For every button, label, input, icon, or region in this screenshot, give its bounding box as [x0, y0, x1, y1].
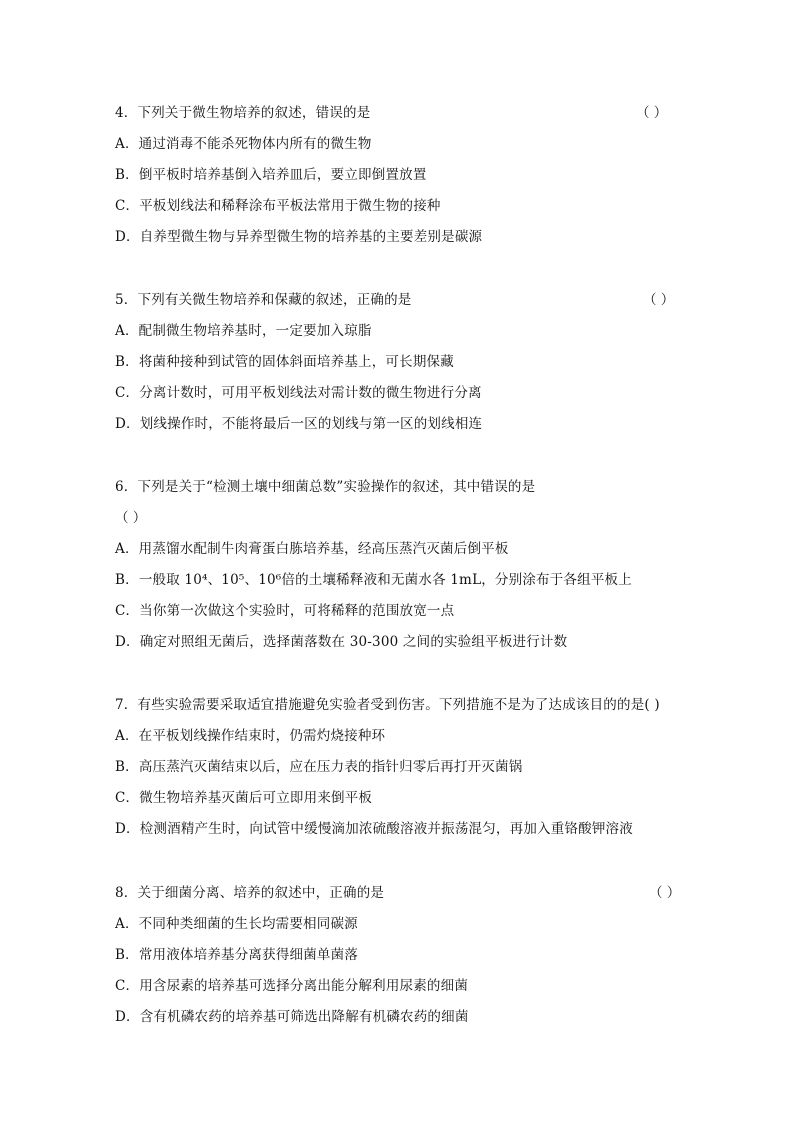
- question-6-option-c: C．当你第一次做这个实验时，可将稀释的范围放宽一点: [115, 603, 455, 619]
- question-8-stem: 8．关于细菌分离、培养的叙述中，正确的是: [115, 885, 385, 901]
- question-8-answer-paren: （ ）: [649, 885, 681, 901]
- question-4-option-a: A．通过消毒不能杀死物体内所有的微生物: [115, 136, 372, 152]
- question-5-option-b: B．将菌种接种到试管的固体斜面培养基上，可长期保藏: [115, 354, 454, 370]
- question-6-answer-paren: （ ）: [115, 510, 147, 526]
- question-5-option-d: D．划线操作时，不能将最后一区的划线与第一区的划线相连: [115, 416, 483, 432]
- question-4-stem: 4．下列关于微生物培养的叙述，错误的是: [115, 105, 371, 121]
- question-8-option-a: A．不同种类细菌的生长均需要相同碳源: [115, 916, 358, 932]
- question-4-option-b: B．倒平板时培养基倒入培养皿后，要立即倒置放置: [115, 167, 427, 183]
- question-7-option-b: B．高压蒸汽灭菌结束以后，应在压力表的指针归零后再打开灭菌锅: [115, 759, 523, 775]
- question-6-option-b: B．一般取 10⁴、10⁵、10⁶倍的土壤稀释液和无菌水各 1mL，分别涂布于各组平板上: [115, 572, 632, 588]
- question-6-option-a: A．用蒸馏水配制牛肉膏蛋白胨培养基，经高压蒸汽灭菌后倒平板: [115, 541, 509, 557]
- question-5-stem: 5．下列有关微生物培养和保藏的叙述，正确的是: [115, 292, 412, 308]
- question-4-answer-paren: （ ）: [636, 105, 668, 121]
- question-5-answer-paren: （ ）: [643, 292, 675, 308]
- question-7-option-c: C．微生物培养基灭菌后可立即用来倒平板: [115, 790, 373, 806]
- question-8-option-b: B．常用液体培养基分离获得细菌单菌落: [115, 947, 359, 963]
- question-5-option-a: A．配制微生物培养基时，一定要加入琼脂: [115, 323, 372, 339]
- question-7-option-a: A．在平板划线操作结束时，仍需灼烧接种环: [115, 728, 386, 744]
- question-4-option-d: D．自养型微生物与异养型微生物的培养基的主要差别是碳源: [115, 229, 483, 245]
- question-6-option-d: D．确定对照组无菌后，选择菌落数在 30-300 之间的实验组平板进行计数: [115, 634, 568, 650]
- question-5-option-c: C．分离计数时，可用平板划线法对需计数的微生物进行分离: [115, 385, 482, 401]
- question-4-option-c: C．平板划线法和稀释涂布平板法常用于微生物的接种: [115, 198, 441, 214]
- question-7-option-d: D．检测酒精产生时，向试管中缓慢滴加浓硫酸溶液并振荡混匀，再加入重铬酸钾溶液: [115, 821, 633, 837]
- question-8-option-d: D．含有机磷农药的培养基可筛选出降解有机磷农药的细菌: [115, 1009, 469, 1025]
- question-8-option-c: C．用含尿素的培养基可选择分离出能分解利用尿素的细菌: [115, 978, 469, 994]
- question-7-stem: 7．有些实验需要采取适宜措施避免实验者受到伤害。下列措施不是为了达成该目的的是( ): [115, 697, 660, 713]
- question-6-stem: 6．下列是关于“检测土壤中细菌总数”实验操作的叙述，其中错误的是: [115, 479, 536, 495]
